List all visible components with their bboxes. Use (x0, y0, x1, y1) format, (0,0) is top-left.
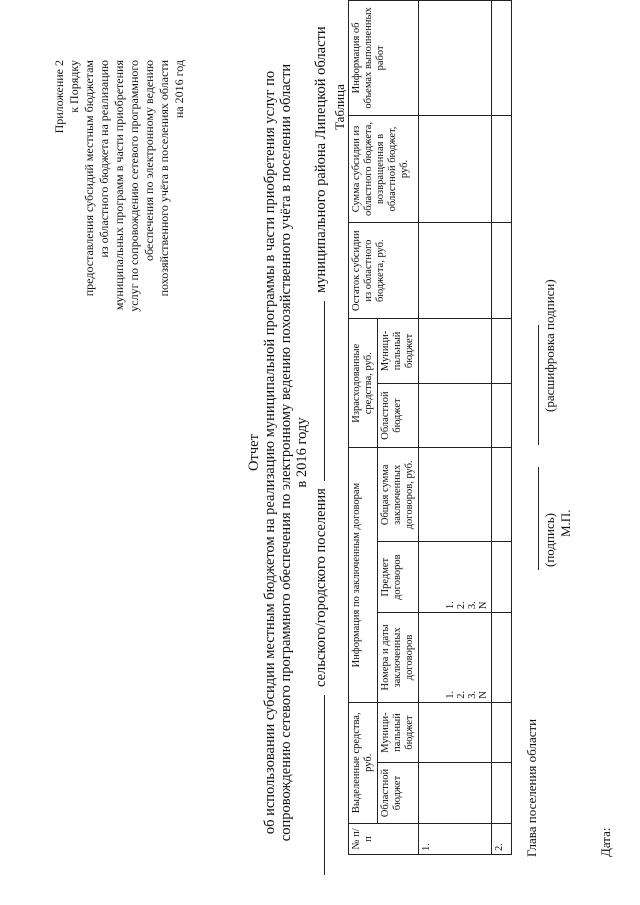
cell-work-info[interactable] (419, 1, 492, 116)
list-item: N (478, 601, 489, 610)
signature-decode-line[interactable] (538, 325, 539, 445)
appendix-line: предоставления субсидий местным бюджетам (82, 60, 96, 297)
col-work-info-header: Информация об объемах выполненных работ (349, 1, 419, 116)
appendix-line: к Порядку (67, 60, 81, 113)
cell-spent-municipal[interactable] (419, 319, 492, 384)
table-row (492, 1, 512, 855)
cell-spent-regional[interactable] (419, 383, 492, 448)
appendix-line: обеспечения по электронному ведению (142, 60, 156, 262)
cell-contract-numbers[interactable] (419, 613, 492, 703)
district-name-blank[interactable] (312, 301, 325, 481)
appendix-note (52, 60, 187, 905)
cell-allocated-regional[interactable] (419, 763, 492, 823)
cell-contract-numbers[interactable] (492, 613, 512, 703)
cell-contract-total[interactable] (492, 448, 512, 542)
settlement-name-blank[interactable] (312, 695, 325, 875)
table-label: Таблица (332, 84, 347, 130)
list-item: 3. (467, 601, 478, 610)
row-number: 2. (492, 823, 512, 854)
report-heading: Отчет (246, 434, 262, 471)
cell-contract-total[interactable] (419, 448, 492, 542)
date-label: Дата: (598, 827, 613, 857)
signature-decode-caption: (расшифровка подписи) (542, 279, 557, 412)
col-allocated-municipal-header: Муници-пальный бюджет (378, 702, 419, 762)
cell-returned[interactable] (492, 115, 512, 222)
cell-returned[interactable] (419, 115, 492, 222)
list-item: 2. (456, 690, 467, 699)
appendix-line: муниципальных программ в части приобретения (112, 60, 126, 311)
cell-contract-subject[interactable] (419, 542, 492, 613)
list-item: 2. (456, 601, 467, 610)
col-contract-numbers-header: Номера и даты заключенных договоров (378, 613, 419, 703)
report-title (246, 20, 329, 885)
list-item: 1. (445, 690, 456, 699)
cell-spent-regional[interactable] (492, 383, 512, 448)
cell-work-info[interactable] (492, 1, 512, 116)
appendix-line: Приложение 2 (52, 60, 66, 134)
appendix-line: похозяйственного учёта в поселениях области (157, 60, 171, 297)
list-item: 3. (467, 690, 478, 699)
col-allocated-regional-header: Областной бюджет (378, 763, 419, 823)
col-spent-regional-header: Областной бюджет (378, 383, 419, 448)
col-allocated-header: Выделенные средства, руб. (349, 702, 378, 823)
report-title-line: сопровождению сетевого программного обеспечения по электронному ведению похозяйственного учёта в поселении области (278, 63, 294, 842)
appendix-line: услуг по сопровождению сетевого программного (127, 60, 141, 312)
cell-allocated-municipal[interactable] (419, 702, 492, 762)
cell-remaining[interactable] (492, 223, 512, 319)
list-item: 1. (445, 601, 456, 610)
signature-caption: (подпись) (542, 513, 557, 567)
cell-spent-municipal[interactable] (492, 319, 512, 384)
col-contracts-header: Информация по заключенным договорам (349, 448, 378, 702)
col-number-header: № п/п (349, 823, 419, 854)
list-item: N (478, 691, 489, 699)
report-title-line: об использовании субсидии местным бюджетом на реализацию муниципальной программы в части приобретения услуг по (262, 70, 278, 835)
report-table (348, 0, 512, 855)
report-title-line: в 2016 году (294, 417, 310, 488)
cell-contract-subject[interactable] (492, 542, 512, 613)
settlement-suffix: муниципального района Липецкой области (313, 26, 329, 293)
col-spent-municipal-header: Муници-пальный бюджет (378, 319, 419, 384)
head-of-settlement-label: Глава поселения области (524, 718, 539, 857)
col-spent-header: Израсходованные средства, руб. (349, 319, 378, 448)
table-row (419, 1, 492, 855)
settlement-prefix: сельского/городского поселения (313, 488, 329, 688)
table-header-row (349, 1, 378, 855)
col-remaining-header: Остаток субсидии из областного бюджета, руб. (349, 223, 419, 319)
stamp-placeholder: М.П. (558, 509, 573, 537)
signature-line[interactable] (538, 467, 539, 570)
settlement-line (312, 20, 329, 885)
appendix-line: из областного бюджета на реализацию (97, 60, 111, 258)
row-number: 1. (419, 823, 492, 854)
cell-allocated-municipal[interactable] (492, 702, 512, 762)
col-contract-subject-header: Предмет договоров (378, 542, 419, 613)
col-contract-total-header: Общая сумма заключенных договоров, руб. (378, 448, 419, 542)
cell-allocated-regional[interactable] (492, 763, 512, 823)
appendix-line: на 2016 год (172, 60, 186, 119)
cell-remaining[interactable] (419, 223, 492, 319)
col-returned-header: Сумма субсидии из областного бюджета, возвращенная в областной бюджет, руб. (349, 115, 419, 222)
